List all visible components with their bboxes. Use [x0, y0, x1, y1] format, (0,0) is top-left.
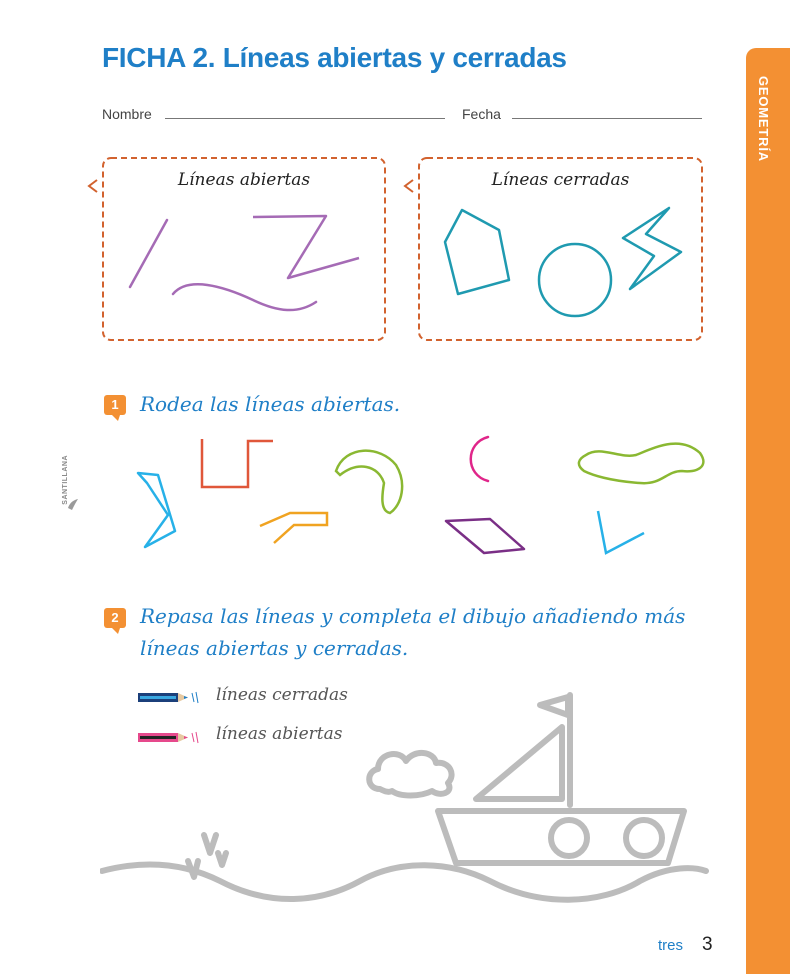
exercise-1-instruction: Rodea las líneas abiertas.: [140, 392, 401, 416]
grass-blade-2: [204, 835, 216, 853]
closed-lightning: [623, 208, 681, 289]
open-lines-examples: [103, 200, 385, 330]
page-number: 3: [702, 934, 713, 955]
open-line-zigzag: [253, 216, 359, 278]
shape-open-red: [202, 439, 273, 487]
closed-lines-title: Líneas cerradas: [491, 170, 630, 190]
shape-open-orange: [260, 513, 327, 543]
boat-flag: [540, 697, 568, 715]
section-tab: [746, 48, 790, 974]
cloud: [369, 753, 451, 796]
exercise-2-instruction-line1: Repasa las líneas y completa el dibujo añadiendo más: [140, 604, 686, 628]
exercise-2-instruction-line2: líneas abiertas y cerradas.: [140, 636, 409, 660]
closed-polygon: [445, 210, 509, 294]
page-number-word: tres: [658, 937, 684, 954]
legend-closed-label: líneas cerradas: [216, 685, 348, 705]
shape-open-magenta: [471, 437, 488, 481]
shape-closed-green: [336, 451, 402, 513]
publisher-logo-icon: [66, 496, 80, 512]
date-field[interactable]: [512, 118, 702, 119]
open-line-curve: [173, 284, 316, 310]
exercise-2-number: 2: [104, 608, 126, 628]
exercise-1-shapes[interactable]: [100, 425, 710, 565]
shape-closed-cyan: [138, 473, 175, 547]
section-tab-label: GEOMETRÍA: [756, 76, 771, 162]
exercise-1-number: 1: [104, 395, 126, 415]
grass-blade-3: [218, 853, 226, 865]
open-lines-title: Líneas abiertas: [177, 170, 311, 190]
porthole-right: [626, 820, 662, 856]
porthole-left: [551, 820, 587, 856]
open-line-straight: [130, 220, 167, 287]
name-field[interactable]: [165, 118, 445, 119]
shape-open-blue: [598, 511, 644, 553]
closed-lines-examples: [419, 200, 702, 330]
boat-sail: [476, 727, 562, 799]
shape-closed-purple: [446, 519, 524, 553]
legend-open-label: líneas abiertas: [216, 724, 343, 744]
boat-scene-drawing[interactable]: [100, 685, 710, 915]
publisher-brand: SANTILLANA: [62, 455, 69, 505]
date-label: Fecha: [462, 106, 501, 122]
page-title: FICHA 2. Líneas abiertas y cerradas: [102, 42, 567, 73]
sea-waves: [102, 864, 706, 899]
closed-circle: [539, 244, 611, 316]
shape-closed-blob: [579, 444, 703, 484]
name-label: Nombre: [102, 106, 152, 122]
